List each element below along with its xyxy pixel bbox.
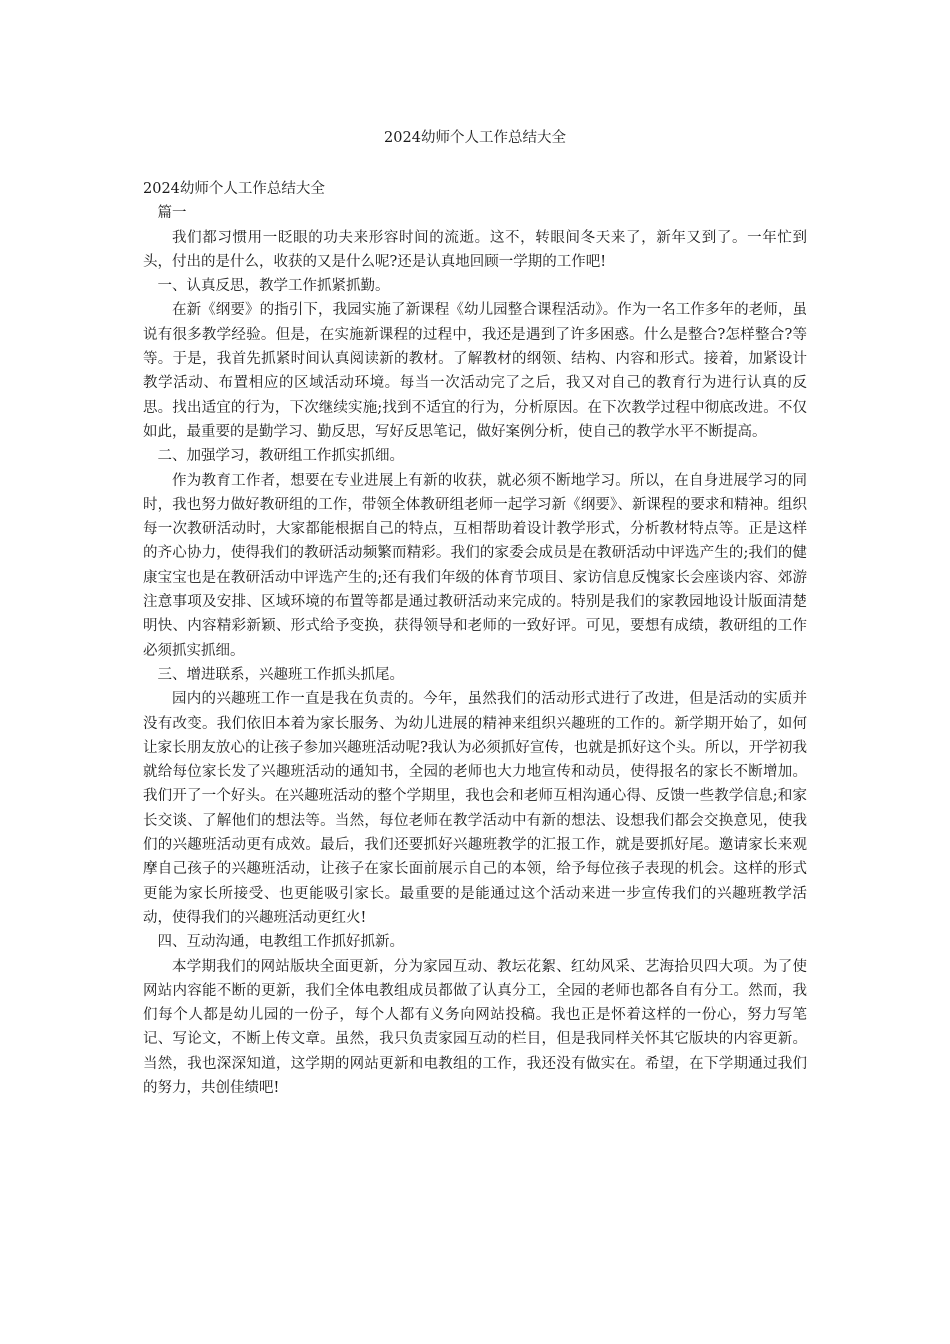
paragraph-section-1: 在新《纲要》的指引下，我园实施了新课程《幼儿园整合课程活动》。作为一名工作多年的老师，虽说有很多教学经验。但是，在实施新课程的过程中，我还是遇到了许多困惑。什么是整合?怎样整合?等等。于是，我首先抓紧时间认真阅读新的教材。了解教材的纲领、结构、内容和形式。接着，加紧设计教学活动、布置相应的区域活动环境。每当一次活动完了之后，我又对自己的教育行为进行认真的反思。找出适宜的行为，下次继续实施;找到不适宜的行为，分析原因。在下次教学过程中彻底改进。不仅如此，最重要的是勤学习、勤反思，写好反思笔记，做好案例分析，使自己的教学水平不断提高。 [143,302,807,440]
document-subtitle: 2024幼师个人工作总结大全 [143,181,325,197]
section-heading-2: 二、加强学习，教研组工作抓实抓细。 [157,448,404,465]
section-heading-3: 三、增进联系，兴趣班工作抓头抓尾。 [157,666,404,683]
paragraph-section-4: 本学期我们的网站版块全面更新，分为家园互动、教坛花絮、红幼风采、艺海拾贝四大项。为了使网站内容能不断的更新，我们全体电教组成员都做了认真分工，全园的老师也都各自有分工。然而，我们每个人都是幼儿园的一份子，每个人都有义务向网站投稿。我也正是怀着这样的一份心，努力写笔记、写论文，不断上传文章。虽然，我只负责家园互动的栏目，但是我同样关怀其它版块的内容更新。当然，我也深深知道，这学期的网站更新和电教组的工作，我还没有做实在。希望，在下学期通过我们的努力，共创佳绩吧! [143,958,807,1096]
paragraph-section-2: 作为教育工作者，想要在专业进展上有新的收获，就必须不断地学习。所以，在自身进展学习的同时，我也努力做好教研组的工作，带领全体教研组老师一起学习新《纲要》、新课程的要求和精神。组织每一次教研活动时，大家都能根据自己的特点，互相帮助着设计教学形式，分析教材特点等。正是这样的齐心协力，使得我们的教研活动频繁而精彩。我们的家委会成员是在教研活动中评选产生的;我们的健康宝宝也是在教研活动中评选产生的;还有我们年级的体育节项目、家访信息反愧家长会座谈内容、郊游注意事项及安排、区域环境的布置等都是通过教研活动来完成的。特别是我们的家教园地设计版面清楚明快、内容精彩新颖、形式给予变换，获得领导和老师的一致好评。可见，要想有成绩，教研组的工作必须抓实抓细。 [143,472,807,659]
part-label: 篇一 [157,205,187,222]
section-heading-1: 一、认真反思，教学工作抓紧抓勤。 [157,278,390,295]
document-title: 2024幼师个人工作总结大全 [384,130,566,146]
paragraph-intro: 我们都习惯用一眨眼的功夫来形容时间的流逝。这不，转眼间冬天来了，新年又到了。一年忙到头，付出的是什么，收获的又是什么呢?还是认真地回顾一学期的工作吧! [143,229,807,270]
document-body [143,177,807,1100]
paragraph-section-3: 园内的兴趣班工作一直是我在负责的。今年，虽然我们的活动形式进行了改进，但是活动的实质并没有改变。我们依旧本着为家长服务、为幼儿进展的精神来组织兴趣班的工作的。新学期开始了，如何让家长朋友放心的让孩子参加兴趣班活动呢?我认为必须抓好宣传，也就是抓好这个头。所以，开学初我就给每位家长发了兴趣班活动的通知书，全园的老师也大力地宣传和动员，使得报名的家长不断增加。我们开了一个好头。在兴趣班活动的整个学期里，我也会和老师互相沟通心得、反馈一些教学信息;和家长交谈、了解他们的想法等。当然，每位老师在教学活动中有新的想法、设想我们都会交换意见，使我们的兴趣班活动更有成效。最后，我们还要抓好兴趣班教学的汇报工作，就是要抓好尾。邀请家长来观摩自己孩子的兴趣班活动，让孩子在家长面前展示自己的本领，给予每位孩子表现的机会。这样的形式更能为家长所接受、也更能吸引家长。最重要的是能通过这个活动来进一步宣传我们的兴趣班教学活动，使得我们的兴趣班活动更红火! [143,691,807,926]
section-heading-4: 四、互动沟通，电教组工作抓好抓新。 [157,934,404,951]
